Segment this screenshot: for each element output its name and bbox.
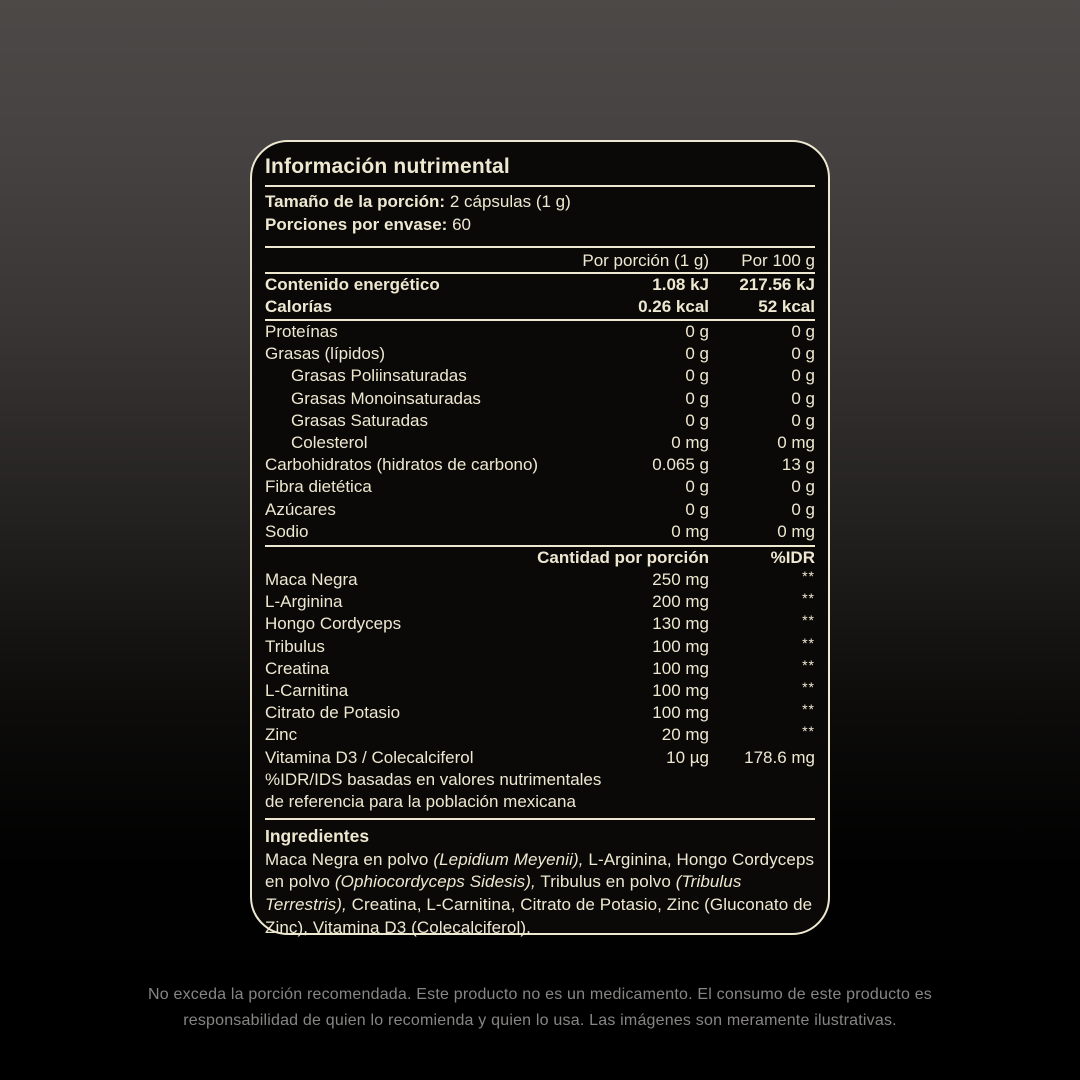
idr-footnote bbox=[265, 769, 815, 813]
legal-disclaimer-line-1: No exceda la porción recomendada. Este producto no es un medicamento. El consumo de este producto es bbox=[147, 986, 932, 1003]
legal-disclaimer-line-2: responsabilidad de quien lo recomienda y quien lo usa. Las imágenes son meramente ilustrativas. bbox=[183, 1012, 897, 1029]
column-header-per-serving: Por porción (1 g) bbox=[582, 251, 709, 270]
row-value-per-serving: 20 mg bbox=[661, 725, 709, 745]
row-label: Grasas Saturadas bbox=[291, 410, 429, 430]
row-value-secondary: 0 g bbox=[791, 388, 815, 408]
nutrient-row bbox=[265, 432, 815, 454]
row-value-secondary: 0 g bbox=[791, 366, 815, 386]
amount-row bbox=[265, 613, 815, 635]
nutrient-row bbox=[265, 454, 815, 476]
row-value-secondary: 0 g bbox=[791, 410, 815, 430]
nutrition-facts-panel bbox=[250, 140, 830, 935]
amount-row bbox=[265, 658, 815, 680]
divider bbox=[265, 185, 815, 187]
row-value-per-serving: 100 mg bbox=[652, 636, 709, 656]
nutrition-title: Información nutrimental bbox=[265, 155, 510, 178]
row-label: Contenido energético bbox=[265, 275, 440, 294]
row-value-secondary: ** bbox=[802, 701, 815, 718]
row-value-secondary: 178.6 mg bbox=[744, 747, 815, 767]
row-value-secondary: ** bbox=[802, 568, 815, 585]
row-value-per-serving: 100 mg bbox=[652, 658, 709, 678]
row-value-secondary: 0 g bbox=[791, 344, 815, 364]
nutrient-table bbox=[265, 321, 815, 543]
row-value-per-serving: 0 g bbox=[685, 499, 709, 519]
row-value-per-serving: 0 g bbox=[685, 388, 709, 408]
row-value-per-serving: 0 g bbox=[685, 477, 709, 497]
amount-table bbox=[265, 569, 815, 769]
row-label: Zinc bbox=[265, 725, 298, 745]
row-label: L-Carnitina bbox=[265, 681, 349, 701]
serving-size-value: 2 cápsulas (1 g) bbox=[445, 192, 571, 211]
ingredients-heading: Ingredientes bbox=[265, 825, 370, 846]
row-value-per-serving: 10 µg bbox=[666, 747, 709, 767]
divider bbox=[265, 818, 815, 820]
nutrient-row bbox=[265, 365, 815, 387]
row-value-secondary: 0 g bbox=[791, 499, 815, 519]
row-value-per-serving: 100 mg bbox=[652, 681, 709, 701]
row-value-secondary: 0 mg bbox=[777, 521, 815, 541]
nutrient-row bbox=[265, 499, 815, 521]
amount-row bbox=[265, 747, 815, 769]
servings-per-container-label: Porciones por envase: bbox=[265, 215, 448, 234]
row-label: Hongo Cordyceps bbox=[265, 614, 402, 634]
row-label: Citrato de Potasio bbox=[265, 703, 401, 723]
row-value-per-serving: 0 g bbox=[685, 410, 709, 430]
row-label: Grasas (lípidos) bbox=[265, 344, 385, 364]
nutrient-row bbox=[265, 388, 815, 410]
row-value-secondary: 52 kcal bbox=[758, 297, 815, 316]
row-value-secondary: ** bbox=[802, 634, 815, 651]
legal-disclaimer bbox=[0, 982, 1080, 1034]
row-value-per-serving: 250 mg bbox=[652, 570, 709, 590]
row-value-per-serving: 100 mg bbox=[652, 703, 709, 723]
idr-header: %IDR bbox=[770, 548, 815, 568]
row-value-secondary: 217.56 kJ bbox=[739, 275, 815, 294]
energy-row bbox=[265, 274, 815, 296]
column-header-row bbox=[265, 250, 815, 271]
nutrient-row bbox=[265, 410, 815, 432]
row-label: L-Arginina bbox=[265, 592, 343, 612]
row-label: Carbohidratos (hidratos de carbono) bbox=[265, 455, 539, 475]
amount-row bbox=[265, 702, 815, 724]
row-value-secondary: 0 g bbox=[791, 322, 815, 341]
servings-per-container-value: 60 bbox=[447, 215, 471, 234]
row-value-secondary: ** bbox=[802, 656, 815, 673]
row-value-per-serving: 0 mg bbox=[671, 521, 709, 541]
row-value-per-serving: 0.26 kcal bbox=[638, 297, 709, 316]
row-value-per-serving: 200 mg bbox=[652, 592, 709, 612]
row-label: Calorías bbox=[265, 297, 333, 316]
idr-footnote-line-2: de referencia para la población mexicana bbox=[265, 791, 576, 811]
amount-row bbox=[265, 724, 815, 746]
row-value-secondary: 13 g bbox=[781, 455, 815, 475]
row-value-secondary: ** bbox=[802, 679, 815, 696]
row-label: Maca Negra bbox=[265, 570, 358, 590]
row-label: Tribulus bbox=[265, 636, 325, 656]
ingredients-text: Maca Negra en polvo (Lepidium Meyenii), L-Arginina, Hongo Cordyceps en polvo (Ophiocordyceps Sidesis), Tribulus en polvo (Tribulus Terrestris), Creatina, L-Carnitina, Citrato de Potasio, Zinc (Gluconato de Zinc), Vitamina D3 (Colecalciferol). bbox=[265, 849, 815, 937]
row-value-per-serving: 0 g bbox=[685, 366, 709, 386]
row-label: Azúcares bbox=[265, 499, 336, 519]
row-value-secondary: 0 mg bbox=[777, 433, 815, 453]
amount-row bbox=[265, 680, 815, 702]
row-label: Creatina bbox=[265, 658, 330, 678]
row-value-secondary: ** bbox=[802, 723, 815, 740]
row-label: Sodio bbox=[265, 521, 309, 541]
serving-size-label: Tamaño de la porción: bbox=[265, 192, 446, 211]
row-value-per-serving: 1.08 kJ bbox=[652, 275, 709, 294]
nutrient-row bbox=[265, 321, 815, 343]
row-label: Vitamina D3 / Colecalciferol bbox=[265, 747, 474, 767]
row-value-per-serving: 0.065 g bbox=[652, 455, 709, 475]
row-label: Colesterol bbox=[291, 433, 368, 453]
amount-row bbox=[265, 636, 815, 658]
amount-per-serving-header: Cantidad por porción bbox=[537, 548, 709, 568]
nutrient-row bbox=[265, 476, 815, 498]
row-value-per-serving: 130 mg bbox=[652, 614, 709, 634]
energy-row bbox=[265, 296, 815, 318]
row-label: Grasas Poliinsaturadas bbox=[291, 366, 467, 386]
column-header-per-100g: Por 100 g bbox=[741, 251, 815, 270]
amount-row bbox=[265, 569, 815, 591]
row-value-per-serving: 0 g bbox=[685, 322, 709, 341]
nutrient-row bbox=[265, 343, 815, 365]
amount-row bbox=[265, 591, 815, 613]
serving-info bbox=[265, 190, 815, 236]
row-label: Grasas Monoinsaturadas bbox=[291, 388, 481, 408]
amount-header-row bbox=[265, 547, 815, 569]
idr-footnote-line-1: %IDR/IDS basadas en valores nutrimentales bbox=[265, 769, 602, 789]
row-value-secondary: ** bbox=[802, 612, 815, 629]
row-label: Proteínas bbox=[265, 322, 338, 341]
servings-per-container-line bbox=[265, 213, 815, 236]
row-value-secondary: ** bbox=[802, 590, 815, 607]
serving-size-line bbox=[265, 190, 815, 213]
row-value-secondary: 0 g bbox=[791, 477, 815, 497]
divider bbox=[265, 246, 815, 248]
energy-table bbox=[265, 274, 815, 318]
row-value-per-serving: 0 g bbox=[685, 344, 709, 364]
nutrient-row bbox=[265, 521, 815, 543]
row-value-per-serving: 0 mg bbox=[671, 433, 709, 453]
row-label: Fibra dietética bbox=[265, 477, 372, 497]
